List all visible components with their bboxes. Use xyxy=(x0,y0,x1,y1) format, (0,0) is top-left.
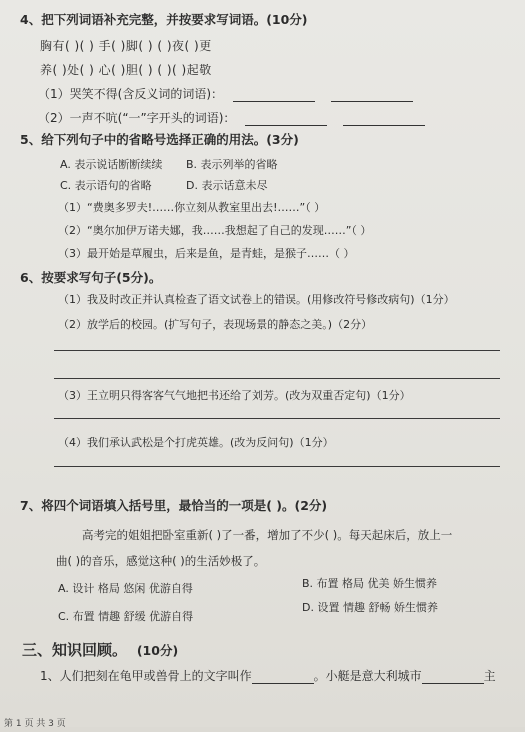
q7-option-a: A. 设计 格局 悠闲 优游自得 xyxy=(58,582,193,595)
answer-blank[interactable] xyxy=(343,125,425,126)
answer-line[interactable] xyxy=(54,418,500,419)
answer-line[interactable] xyxy=(54,350,500,351)
answer-line[interactable] xyxy=(54,466,500,467)
q4-row1: 胸有( )( ) 手( )脚( ) ( )夜( )更 xyxy=(40,39,212,53)
q7-title: 7、将四个词语填入括号里，最恰当的一项是( )。(2分) xyxy=(20,498,328,513)
q4-row2: 养( )处( ) 心( )胆( ) ( )( )起敬 xyxy=(40,63,212,77)
section-3-q1: 1、人们把刻在龟甲或兽骨上的文字叫作 。小艇是意大利城市 主 xyxy=(40,669,496,683)
q5-option-d: D. 表示话意未尽 xyxy=(186,179,268,192)
q6-sentence-1: （1）我及时改正并认真检查了语文试卷上的错误。(用修改符号修改病句)（1分） xyxy=(58,293,455,306)
answer-blank[interactable] xyxy=(252,683,314,684)
q6-sentence-3: （3）王立明只得客客气气地把书还给了刘芳。(改为双重否定句)（1分） xyxy=(58,389,411,402)
answer-blank[interactable] xyxy=(422,683,484,684)
q5-sentence-3: （3）最开始是草履虫，后来是鱼，是青蛙，是猴子……（ ） xyxy=(58,247,355,260)
page-footer: 第 1 页 共 3 页 xyxy=(4,719,66,729)
answer-line[interactable] xyxy=(54,378,500,379)
q7-option-d: D. 设置 情趣 舒畅 娇生惯养 xyxy=(302,601,438,614)
answer-blank[interactable] xyxy=(245,125,327,126)
q7-passage-line-1: 高考完的姐姐把卧室重新( )了一番，增加了不少( )。每天起床后，放上一 xyxy=(82,528,453,542)
q4-sub1: （1）哭笑不得(含反义词的词语)： xyxy=(38,86,413,102)
q6-sentence-4: （4）我们承认武松是个打虎英雄。(改为反问句)（1分） xyxy=(58,436,334,449)
section-3-heading: 三、知识回顾。 (10分) xyxy=(22,641,179,659)
q5-title: 5、给下列句子中的省略号选择正确的用法。(3分) xyxy=(20,132,299,147)
q5-sentence-1: （1）“费奥多罗夫!……你立刻从教室里出去!……”（ ） xyxy=(58,201,326,214)
q6-sentence-2: （2）放学后的校园。(扩写句子，表现场景的静态之美。)（2分） xyxy=(58,318,373,331)
q5-option-a: A. 表示说话断断续续 xyxy=(60,158,163,171)
q6-title: 6、按要求写句子(5分)。 xyxy=(20,270,162,285)
answer-blank[interactable] xyxy=(233,101,315,102)
q7-passage-line-2: 曲( )的音乐，感觉这种( )的生活妙极了。 xyxy=(56,554,266,568)
q7-option-b: B. 布置 格局 优美 娇生惯养 xyxy=(302,577,438,590)
q4-sub2: （2）一声不吭(“一”字开头的词语)： xyxy=(38,110,425,126)
q5-option-c: C. 表示语句的省略 xyxy=(60,179,152,192)
q7-option-c: C. 布置 情趣 舒缓 优游自得 xyxy=(58,610,194,623)
answer-blank[interactable] xyxy=(331,101,413,102)
q4-title: 4、把下列词语补充完整，并按要求写词语。(10分) xyxy=(20,12,308,27)
q5-option-b: B. 表示列举的省略 xyxy=(186,158,278,171)
q5-sentence-2: （2）“奥尔加伊万诺夫娜，我……我想起了自己的发现……”（ ） xyxy=(58,224,372,237)
